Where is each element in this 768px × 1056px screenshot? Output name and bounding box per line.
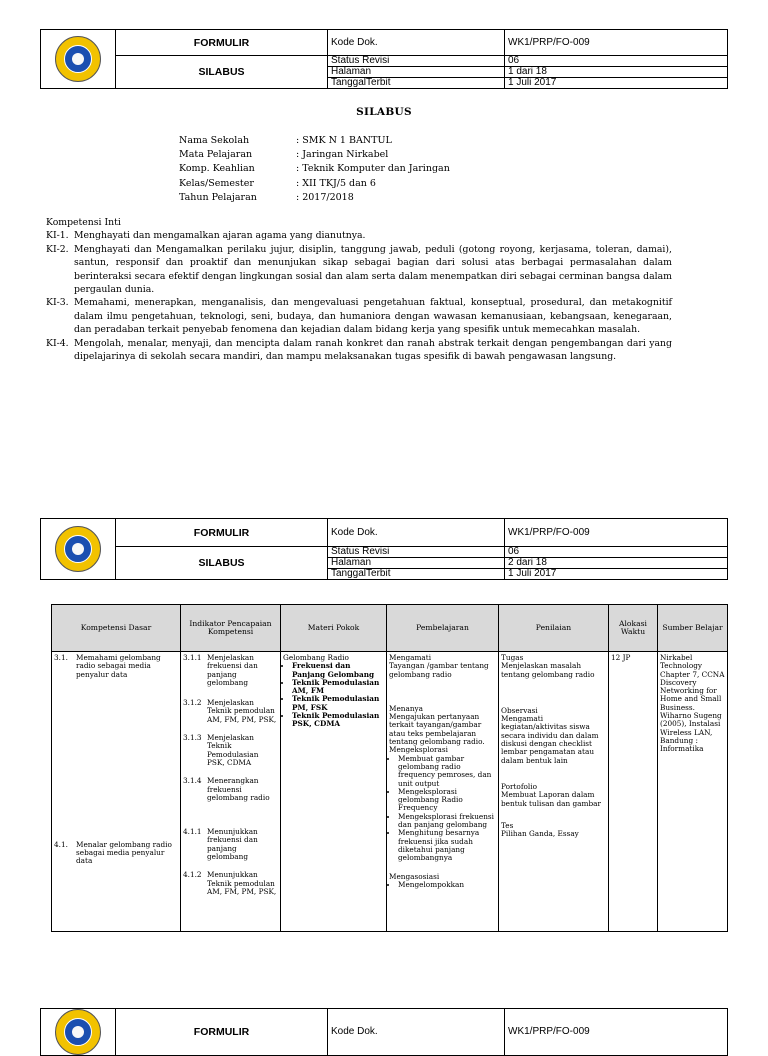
tanggal-terbit-value: 1 Juli 2017: [505, 569, 728, 580]
status-revisi-label: Status Revisi: [328, 547, 505, 558]
kode-dok-label: Kode Dok.: [328, 30, 505, 56]
ki-item: KI-1. Menghayati dan mengamalkan ajaran agama yang dianutnya.: [46, 230, 366, 242]
ki-item: KI-3. Memahami, menerapkan, menganalisis, dan mengevaluasi pengetahuan faktual, konseptual, prosedural, dan metakognitif dalam ilmu pengetahuan, teknologi, seni, budaya, dan humaniora dengan wawasan kemanusiaan, kebangsaan, kenegaraan, dan peradaban terkait penyebab fenomena dan kejadian dalam bidang kerja yang spesifik untuk memecahkan masalah.: [46, 297, 672, 336]
form-header-3: [40, 1008, 728, 1056]
school-seal-icon: [55, 36, 101, 82]
silabus-label: SILABUS: [116, 56, 328, 89]
sumber-cell: Nirkabel Technology Chapter 7, CCNA Discovery Networking for Home and Small Business. Wiharno Sugeng (2005), Instalasi Wireless LAN, Bandung : Informatika: [658, 652, 728, 932]
col-header: Alokasi Waktu: [609, 605, 658, 652]
status-revisi-label: Status Revisi: [328, 56, 505, 67]
ki-item: KI-2. Menghayati dan Mengamalkan perilaku jujur, disiplin, tanggung jawab, peduli (gotong royong, kerjasama, toleran, damai), santun, responsif dan proaktif dan menunjukan sikap sebagai bagian dari solusi atas berbagai permasalahan dalam berinteraksi secara efektif dengan lingkungan sosial dan alam serta dalam menempatkan diri sebagai cerminan bangsa dalam pergaulan dunia.: [46, 243, 672, 296]
kd-cell: 3.1. Memahami gelombang radio sebagai media penyalur data 4.1. Menalar gelombang radio sebagai media penyalur data: [52, 652, 181, 932]
info-row: Mata Pelajaran : Jaringan Nirkabel: [179, 149, 389, 161]
kode-dok-value: WK1/PRP/FO-009: [505, 519, 728, 547]
kode-dok-value: WK1/PRP/FO-009: [505, 30, 728, 56]
kompetensi-inti-section: [46, 216, 672, 363]
col-header: Indikator Pencapaian Kompetensi: [181, 605, 281, 652]
formulir-label: FORMULIR: [116, 30, 328, 56]
col-header: Pembelajaran: [387, 605, 499, 652]
halaman-value: 1 dari 18: [505, 67, 728, 78]
col-header: Kompetensi Dasar: [52, 605, 181, 652]
school-seal-icon: [55, 526, 101, 572]
table-row: [52, 652, 728, 932]
halaman-label: Halaman: [328, 558, 505, 569]
syllabus-table: [51, 604, 728, 932]
school-logo: [41, 519, 116, 580]
halaman-label: Halaman: [328, 67, 505, 78]
materi-cell: Gelombang Radio • Frekuensi dan Panjang Gelombang • Teknik Pemodulasian AM, FM • Teknik Pemodulasian PM, FSK • Teknik Pemodulasian PSK, CDMA: [281, 652, 387, 932]
form-header-1: [40, 29, 728, 89]
school-seal-icon: [55, 1009, 101, 1055]
formulir-label: FORMULIR: [116, 1009, 328, 1056]
form-header-2: [40, 518, 728, 580]
tanggal-terbit-value: 1 Juli 2017: [505, 78, 728, 89]
formulir-label: FORMULIR: [116, 519, 328, 547]
col-header: Penilaian: [499, 605, 609, 652]
kode-dok-label: Kode Dok.: [328, 1009, 505, 1056]
tanggal-terbit-label: TanggalTerbit: [328, 569, 505, 580]
col-header: Sumber Belajar: [658, 605, 728, 652]
pembelajaran-cell: Mengamati Tayangan /gambar tentang gelombang radio Menanya Mengajukan pertanyaan terkait tayangan/gambar atau teks pembelajaran tentang gelombang radio. Mengeksplorasi • Membuat gambar gelombang radio frequency pemroses, dan unit output • Mengeksplorasi gelombang Radio Frequency • Mengeksplorasi frekuensi dan panjang gelombang • Menghitung besarnya frekuensi jika sudah diketahui panjang gelombangnya Mengasosiasi • Mengelompokkan: [387, 652, 499, 932]
info-row: Tahun Pelajaran : 2017/2018: [179, 191, 354, 203]
kompetensi-inti-heading: Kompetensi Inti: [46, 217, 121, 228]
info-row: Kelas/Semester : XII TKJ/5 dan 6: [179, 177, 376, 189]
school-logo: [41, 1009, 116, 1056]
ki-item: KI-4. Mengolah, menalar, menyaji, dan mencipta dalam ranah konkret dan ranah abstrak terkait dengan pengembangan dari yang dipelajarinya di sekolah secara mandiri, dan mampu melaksanakan tugas spesifik di bawah pengawasan langsung.: [46, 337, 672, 363]
col-header: Materi Pokok: [281, 605, 387, 652]
status-revisi-value: 06: [505, 56, 728, 67]
tanggal-terbit-label: TanggalTerbit: [328, 78, 505, 89]
school-logo: [41, 30, 116, 89]
document-title: SILABUS: [356, 106, 412, 118]
status-revisi-value: 06: [505, 547, 728, 558]
alokasi-cell: 12 JP: [609, 652, 658, 932]
info-row: Komp. Keahlian : Teknik Komputer dan Jaringan: [179, 163, 450, 175]
info-row: Nama Sekolah : SMK N 1 BANTUL: [179, 135, 392, 146]
penilaian-cell: Tugas Menjelaskan masalah tentang gelombang radio Observasi Mengamati kegiatan/aktivitas siswa secara individu dan dalam diskusi dengan checklist lembar pengamatan atau dalam bentuk lain Portofolio Membuat Laporan dalam bentuk tulisan dan gambar Tes Pilihan Ganda, Essay: [499, 652, 609, 932]
kode-dok-label: Kode Dok.: [328, 519, 505, 547]
silabus-label: SILABUS: [116, 547, 328, 580]
indikator-cell: 3.1.1 Menjelaskan frekuensi dan panjang gelombang 3.1.2 Menjelaskan Teknik pemodulan AM, FM, PM, PSK, 3.1.3 Menjelaskan Teknik Pemodulasian PSK, CDMA 3.1.4 Menerangkan frekuensi gelombang radio 4.1.1 Menunjukkan frekuensi dan panjang gelombang 4.1.2 Menunjukkan Teknik pemodulan AM, FM, PM, PSK,: [181, 652, 281, 932]
school-info: [179, 134, 450, 205]
kode-dok-value: WK1/PRP/FO-009: [505, 1009, 728, 1056]
halaman-value: 2 dari 18: [505, 558, 728, 569]
